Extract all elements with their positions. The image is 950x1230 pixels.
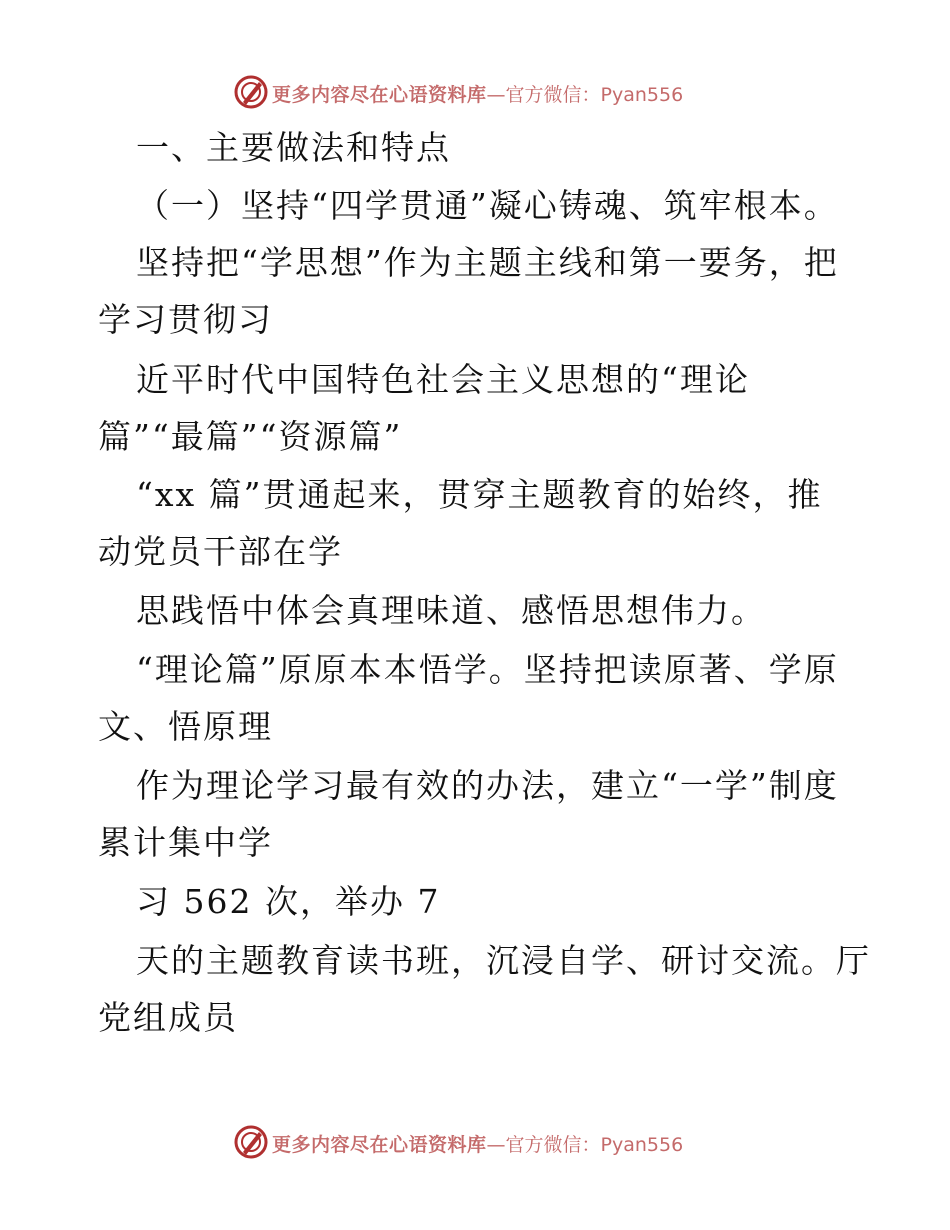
paragraph-line: 动党员干部在学 — [98, 532, 343, 571]
section-heading: 一、主要做法和特点 — [136, 128, 451, 167]
paragraph-line: 坚持把“学思想”作为主题主线和第一要务，把 — [136, 243, 839, 282]
paragraph-line: 作为理论学习最有效的办法，建立“一学”制度 — [136, 766, 839, 805]
subsection-heading: （一）坚持“四学贯通”凝心铸魂、筑牢根本。 — [136, 186, 839, 225]
pen-logo-icon — [233, 74, 269, 110]
paragraph-line: 习 562 次，举办 7 — [136, 882, 441, 921]
header-banner-main: 更多内容尽在心语资料库 — [272, 84, 487, 106]
footer-banner-wechat: 官方微信：Pyan556 — [505, 1134, 684, 1156]
header-banner-dash: — — [486, 84, 506, 106]
paragraph-line: 近平时代中国特色社会主义思想的“理论 — [136, 360, 750, 399]
paragraph-line: 文、悟原理 — [98, 707, 273, 746]
footer-banner-main: 更多内容尽在心语资料库 — [272, 1134, 487, 1156]
footer-banner-text — [272, 1130, 683, 1157]
paragraph-line: “xx 篇”贯通起来，贯穿主题教育的始终，推 — [136, 475, 823, 514]
header-banner-text — [272, 80, 683, 107]
paragraph-line: 思践悟中体会真理味道、感悟思想伟力。 — [136, 591, 766, 630]
paragraph-line: 学习贯彻习 — [98, 300, 273, 339]
footer-banner-dash: — — [486, 1134, 506, 1156]
footer-banner — [0, 1122, 950, 1162]
header-banner-wechat: 官方微信：Pyan556 — [505, 84, 684, 106]
paragraph-line: “理论篇”原原本本悟学。坚持把读原著、学原 — [136, 650, 839, 689]
paragraph-line: 党组成员 — [98, 998, 238, 1037]
paragraph-line: 天的主题教育读书班，沉浸自学、研讨交流。厅 — [136, 941, 871, 980]
paragraph-line: 累计集中学 — [98, 823, 273, 862]
paragraph-line: 篇”“最篇”“资源篇” — [98, 417, 403, 456]
header-banner — [0, 72, 950, 112]
pen-logo-icon — [233, 1124, 269, 1160]
